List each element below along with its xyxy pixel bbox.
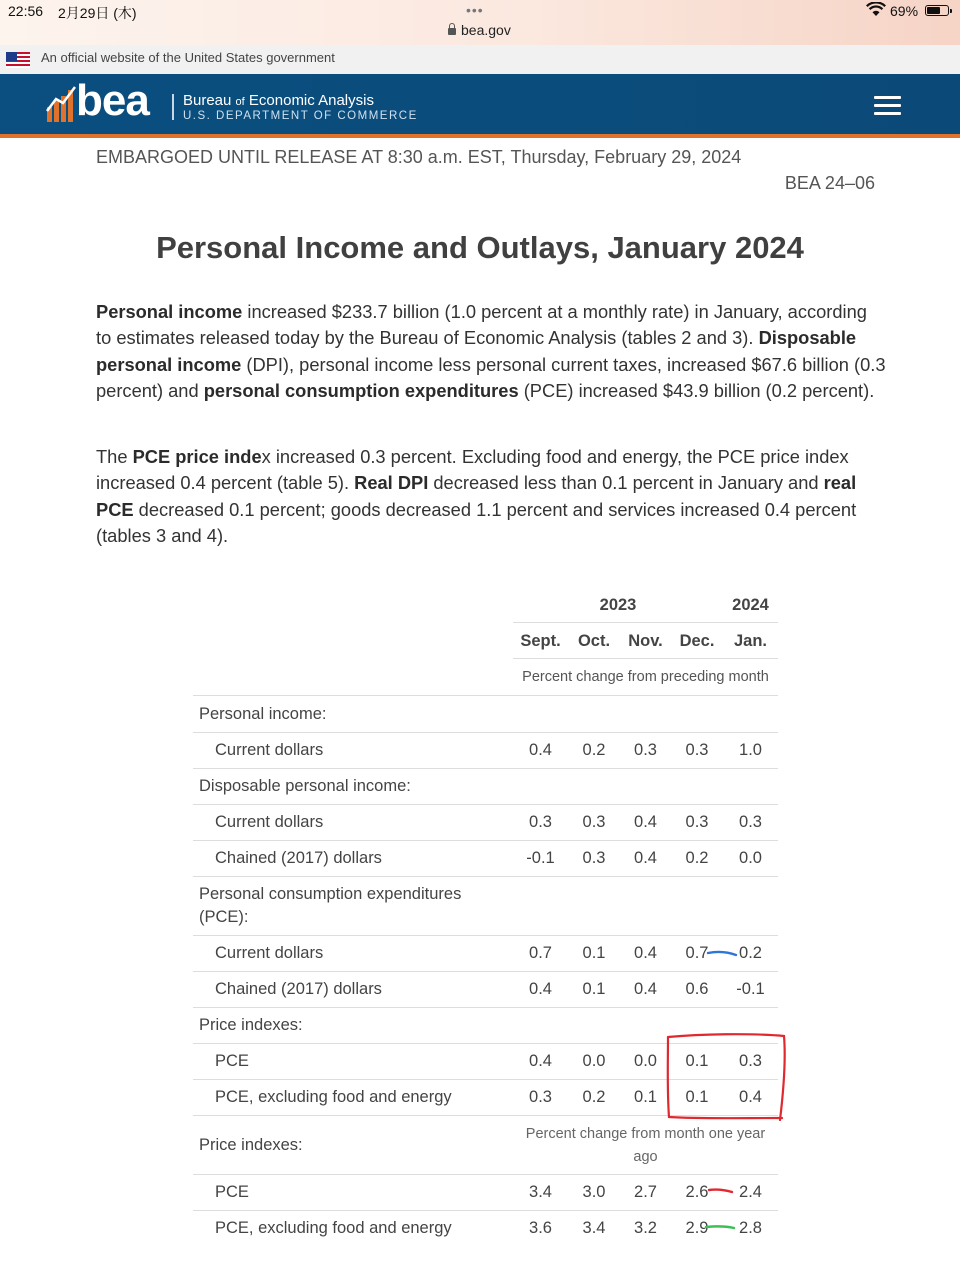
department-name: U.S. DEPARTMENT OF COMMERCE [183,110,418,122]
table-cell: 0.4 [634,944,657,962]
table-cell: 3.2 [634,1219,657,1237]
row-label: Price indexes: [199,1016,303,1034]
table-cell: 2.9 [685,1219,709,1237]
table-cell: 0.7 [529,944,552,962]
url-text: bea.gov [461,22,511,38]
row-label: Personal consumption expenditures (PCE): [199,885,462,926]
monthly-change-subheader: Percent change from preceding month [522,669,769,685]
table-cell: 0.4 [739,1088,762,1106]
table-cell: 0.4 [529,980,552,998]
table-cell: 0.3 [739,813,762,831]
table-cell: 0.0 [582,1052,606,1070]
row-label: Current dollars [215,944,324,962]
embargo-notice: EMBARGOED UNTIL RELEASE AT 8:30 a.m. EST, Thursday, February 29, 2024 [96,147,742,167]
table-cell: 0.3 [582,813,606,831]
table-cell: 0.4 [529,741,552,759]
table-cell: 0.3 [685,741,709,759]
table-cell: 0.1 [582,980,606,998]
year-2023-header: 2023 [599,595,637,614]
row-label: PCE [215,1183,249,1201]
green-line-annotation [706,1226,734,1228]
table-cell: 3.4 [529,1183,552,1201]
table-cell: 0.4 [634,813,657,831]
table-cell: 2.4 [739,1183,762,1201]
month-header: Oct. [577,631,611,650]
table-cell: 0.3 [529,813,552,831]
table-cell: 0.1 [634,1088,657,1106]
table-cell: 0.2 [582,1088,606,1106]
logo-text[interactable]: bea [76,76,149,125]
blue-line-annotation [708,952,736,955]
table-cell: 2.8 [739,1219,762,1237]
row-label: Disposable personal income: [199,777,411,795]
table-cell: 0.3 [529,1088,552,1106]
clock-time: 22:56 [8,3,44,19]
table-cell: 0.0 [634,1052,657,1070]
price-index-paragraph: The PCE price index increased 0.3 percent. Excluding food and energy, the PCE price index increased 0.4 percent (table 5). Real DPI decreased less than 0.1 percent in January and real PCE decreased 0.1 percent; goods decreased 1.1 percent and services increased 0.4 percent (tables 3 and 4). [96,446,857,547]
month-header: Dec. [679,631,715,650]
intro-paragraph: Personal income increased $233.7 billion (1.0 percent at a monthly rate) in January, according to estimates released today by the Bureau of Economic Analysis (tables 2 and 3). Disposable personal income (DPI), personal income less personal current taxes, increased $67.6 billion (0.3 percent) and personal consumption expenditures (PCE) increased $43.9 billion (0.2 percent). [96,301,886,402]
year-2024-header: 2024 [732,595,769,614]
table-cell: 0.2 [582,741,606,759]
table-cell: 0.6 [685,980,709,998]
table-cell: 0.4 [529,1052,552,1070]
page-title: Personal Income and Outlays, January 2024 [156,230,804,265]
row-label: Chained (2017) dollars [215,849,382,867]
status-date: 2月29日 (木) [58,5,137,21]
table-cell: 3.4 [582,1219,606,1237]
tab-overview-dots[interactable]: ••• [466,2,484,18]
table-cell: 0.7 [685,944,709,962]
table-cell: 0.4 [634,980,657,998]
table-cell: 0.3 [634,741,657,759]
row-label: PCE [215,1052,249,1070]
table-cell: 3.0 [582,1183,606,1201]
table-cell: 0.2 [685,849,709,867]
release-number: BEA 24–06 [784,173,875,193]
highlight-box-annotation [668,1034,785,1120]
row-label: PCE, excluding food and energy [215,1219,452,1237]
table-cell: 0.2 [739,944,762,962]
month-header: Sept. [520,631,561,650]
table-cell: 0.0 [739,849,762,867]
row-label: PCE, excluding food and energy [215,1088,452,1106]
row-label: Personal income: [199,704,327,723]
table-cell: 0.3 [582,849,606,867]
month-header: Jan. [733,631,768,650]
table-cell: 1.0 [739,741,762,759]
table-cell: 2.7 [634,1183,657,1201]
row-label: Price indexes: [199,1135,303,1154]
table-cell: 0.3 [685,813,709,831]
battery-percent: 69% [890,3,919,19]
table-cell: 3.6 [529,1219,552,1237]
row-label: Chained (2017) dollars [215,980,382,998]
row-label: Current dollars [215,741,324,759]
table-cell: 2.6 [685,1183,709,1201]
table-cell: 0.3 [739,1052,762,1070]
gov-banner-text: An official website of the United States government [41,50,335,65]
red-line-annotation [709,1190,732,1192]
table-cell: -0.1 [736,980,765,998]
table-cell: 0.4 [634,849,657,867]
month-header: Nov. [628,631,663,650]
table-cell: -0.1 [526,849,555,867]
table-cell: 0.1 [582,944,606,962]
table-cell: 0.1 [685,1088,709,1106]
yearly-change-subheader: Percent change from month one year ago [525,1126,766,1165]
row-label: Current dollars [215,813,324,831]
table-cell: 0.1 [685,1052,709,1070]
org-name: Bureau of Economic Analysis [183,92,374,109]
